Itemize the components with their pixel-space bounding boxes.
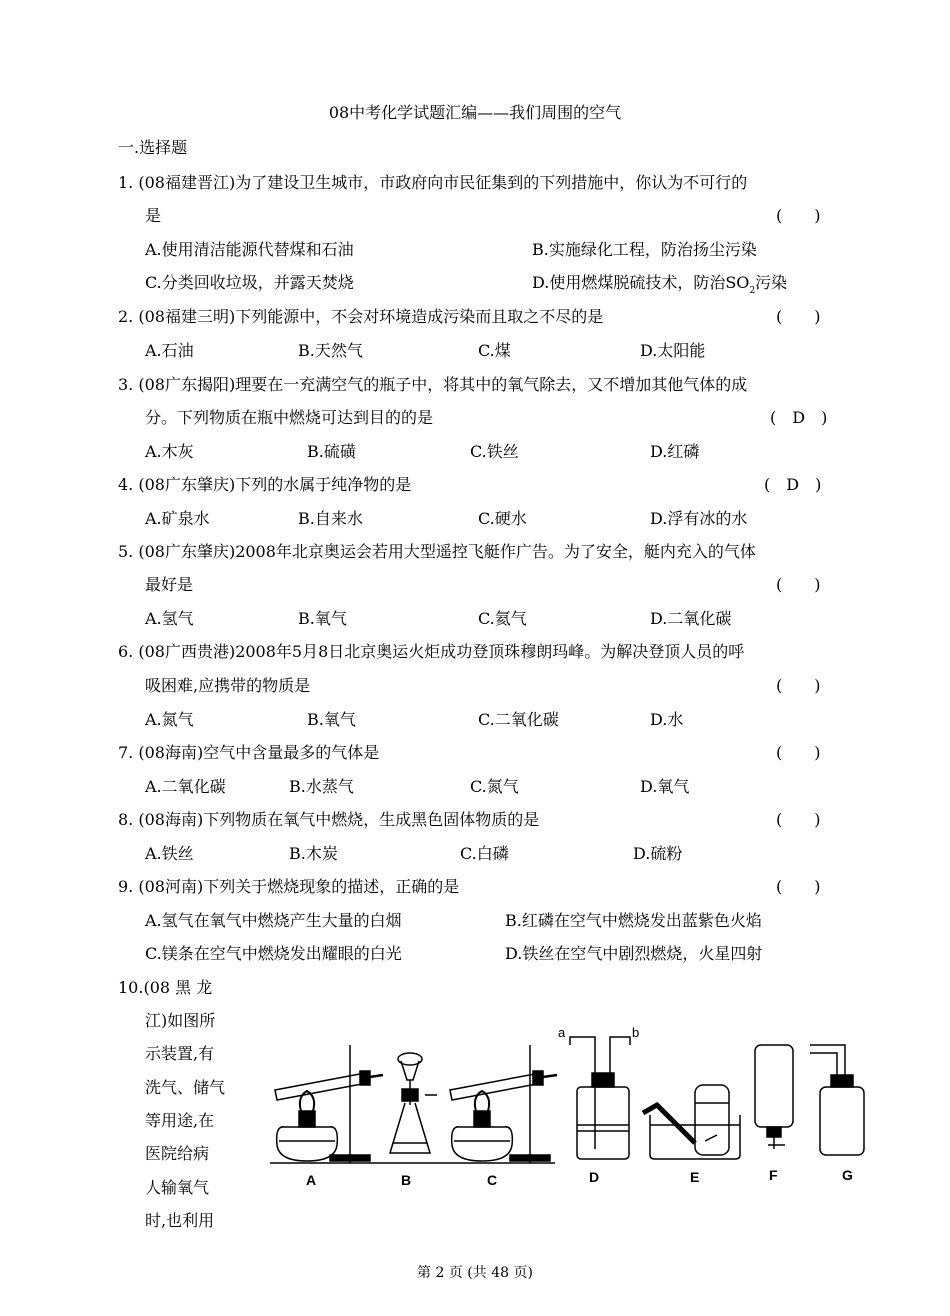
- question-5-option-b: B.氧气: [298, 609, 347, 628]
- question-4-stem: 4. (08广东肇庆)下列的水属于纯净物的是: [118, 475, 412, 494]
- question-3-option-d: D.红磷: [650, 442, 700, 461]
- apparatus-d: [570, 1037, 630, 1159]
- question-5-option-c: C.氦气: [478, 609, 527, 628]
- apparatus-f: [755, 1045, 793, 1149]
- question-6-stem-cont: 吸困难,应携带的物质是: [145, 676, 311, 695]
- question-1-stem-cont: 是: [145, 206, 162, 225]
- question-2-option-b: B.天然气: [298, 341, 363, 360]
- question-6-stem: 6. (08广西贵港)2008年5月8日北京奥运火炬成功登顶珠穆朗玛峰。为解决登顶人员的呼: [118, 642, 745, 661]
- question-6-option-c: C.二氧化碳: [478, 710, 559, 729]
- question-5-option-d: D.二氧化碳: [650, 609, 732, 628]
- question-10-line-8: 时,也利用: [145, 1211, 215, 1230]
- question-8-option-b: B.木炭: [289, 844, 338, 863]
- apparatus-port-b: b: [632, 1025, 640, 1040]
- apparatus-e: [643, 1085, 740, 1159]
- question-8-option-a: A.铁丝: [145, 844, 194, 863]
- question-3-stem-cont: 分。下列物质在瓶中燃烧可达到目的的是: [145, 408, 434, 427]
- question-4-option-a: A.矿泉水: [145, 509, 210, 528]
- question-10-line-6: 医院给病: [145, 1144, 210, 1163]
- question-2-stem: 2. (08福建三明)下列能源中，不会对环境造成污染而且取之不尽的是: [118, 307, 604, 326]
- section-heading: 一.选择题: [118, 138, 188, 157]
- question-2-option-c: C.煤: [478, 341, 511, 360]
- question-4-answer: ( D ): [764, 475, 822, 494]
- apparatus-label-b: B: [401, 1172, 412, 1188]
- question-9-answer: ( ): [776, 877, 821, 896]
- question-6-answer: ( ): [776, 676, 821, 695]
- question-8-answer: ( ): [776, 810, 821, 829]
- question-5-stem-cont: 最好是: [145, 575, 194, 594]
- question-9-stem: 9. (08河南)下列关于燃烧现象的描述，正确的是: [118, 877, 460, 896]
- question-10-line-5: 等用途,在: [145, 1111, 215, 1130]
- question-8-stem: 8. (08海南)下列物质在氧气中燃烧，生成黑色固体物质的是: [118, 810, 540, 829]
- page-footer: 第 2 页 (共 48 页): [417, 1265, 533, 1281]
- question-7-option-d: D.氧气: [640, 777, 690, 796]
- apparatus-a: [275, 1045, 383, 1163]
- question-10-line-1: 10.(08 黑 龙: [118, 978, 213, 997]
- question-6-option-a: A.氮气: [145, 710, 194, 729]
- question-4-option-b: B.自来水: [298, 509, 363, 528]
- page-title: 08中考化学试题汇编——我们周围的空气: [328, 103, 622, 122]
- question-10-line-2: 江)如图所: [145, 1011, 216, 1030]
- question-6-option-d: D.水: [650, 710, 684, 729]
- question-7-option-b: B.水蒸气: [289, 777, 354, 796]
- question-2-option-d: D.太阳能: [640, 341, 706, 360]
- question-8-option-d: D.硫粉: [633, 844, 683, 863]
- apparatus-b: [390, 1053, 437, 1153]
- apparatus-c: [450, 1045, 557, 1163]
- question-2-answer: ( ): [776, 307, 821, 326]
- question-9-option-c: C.镁条在空气中燃烧发出耀眼的白光: [145, 944, 402, 963]
- question-1-option-d: D.使用燃煤脱硫技术，防治$SO_2$污染: [532, 273, 788, 296]
- question-4-option-d: D.浮有冰的水: [650, 509, 748, 528]
- question-6-option-b: B.氧气: [307, 710, 356, 729]
- question-9-option-b: B.红磷在空气中燃烧发出蓝紫色火焰: [505, 911, 762, 930]
- question-9-option-a: A.氢气在氧气中燃烧产生大量的白烟: [145, 911, 402, 930]
- question-1-option-c: C.分类回收垃圾，并露天焚烧: [145, 273, 354, 292]
- apparatus-label-f: F: [769, 1167, 778, 1183]
- apparatus-label-c: C: [487, 1172, 498, 1188]
- question-10-line-4: 洗气、储气: [145, 1078, 226, 1097]
- apparatus-label-e: E: [690, 1169, 700, 1185]
- question-10-line-7: 人输氧气: [145, 1178, 210, 1197]
- question-5-stem: 5. (08广东肇庆)2008年北京奥运会若用大型遥控飞艇作广告。为了安全，艇内充入的气体: [118, 542, 756, 561]
- question-4-option-c: C.硬水: [478, 509, 527, 528]
- apparatus-label-a: A: [306, 1172, 317, 1188]
- question-5-answer: ( ): [776, 575, 821, 594]
- apparatus-label-g: G: [842, 1167, 853, 1183]
- question-10-line-3: 示装置,有: [145, 1044, 215, 1063]
- question-5-option-a: A.氢气: [145, 609, 194, 628]
- question-3-answer: ( D ): [770, 408, 828, 427]
- question-7-option-a: A.二氧化碳: [145, 777, 226, 796]
- question-3-option-a: A.木灰: [145, 442, 194, 461]
- question-2-option-a: A.石油: [145, 341, 194, 360]
- question-1-option-a: A.使用清洁能源代替煤和石油: [145, 240, 354, 259]
- question-7-stem: 7. (08海南)空气中含量最多的气体是: [118, 743, 380, 762]
- question-3-option-c: C.铁丝: [470, 442, 519, 461]
- apparatus-figure: [265, 1025, 890, 1195]
- apparatus-label-d: D: [589, 1169, 600, 1185]
- question-8-option-c: C.白磷: [460, 844, 509, 863]
- question-7-answer: ( ): [776, 743, 821, 762]
- question-3-option-b: B.硫磺: [307, 442, 356, 461]
- question-9-option-d: D.铁丝在空气中剧烈燃烧，火星四射: [505, 944, 763, 963]
- question-1-option-b: B.实施绿化工程，防治扬尘污染: [532, 240, 757, 259]
- question-1-answer: ( ): [776, 206, 821, 225]
- apparatus-port-a: a: [558, 1025, 566, 1040]
- question-3-stem: 3. (08广东揭阳)理要在一充满空气的瓶子中，将其中的氧气除去，又不增加其他气体的成: [118, 375, 748, 394]
- apparatus-g: [810, 1045, 864, 1155]
- question-7-option-c: C.氮气: [470, 777, 519, 796]
- question-1-stem: 1. (08福建晋江)为了建设卫生城市，市政府向市民征集到的下列措施中，你认为不可行的: [118, 173, 748, 192]
